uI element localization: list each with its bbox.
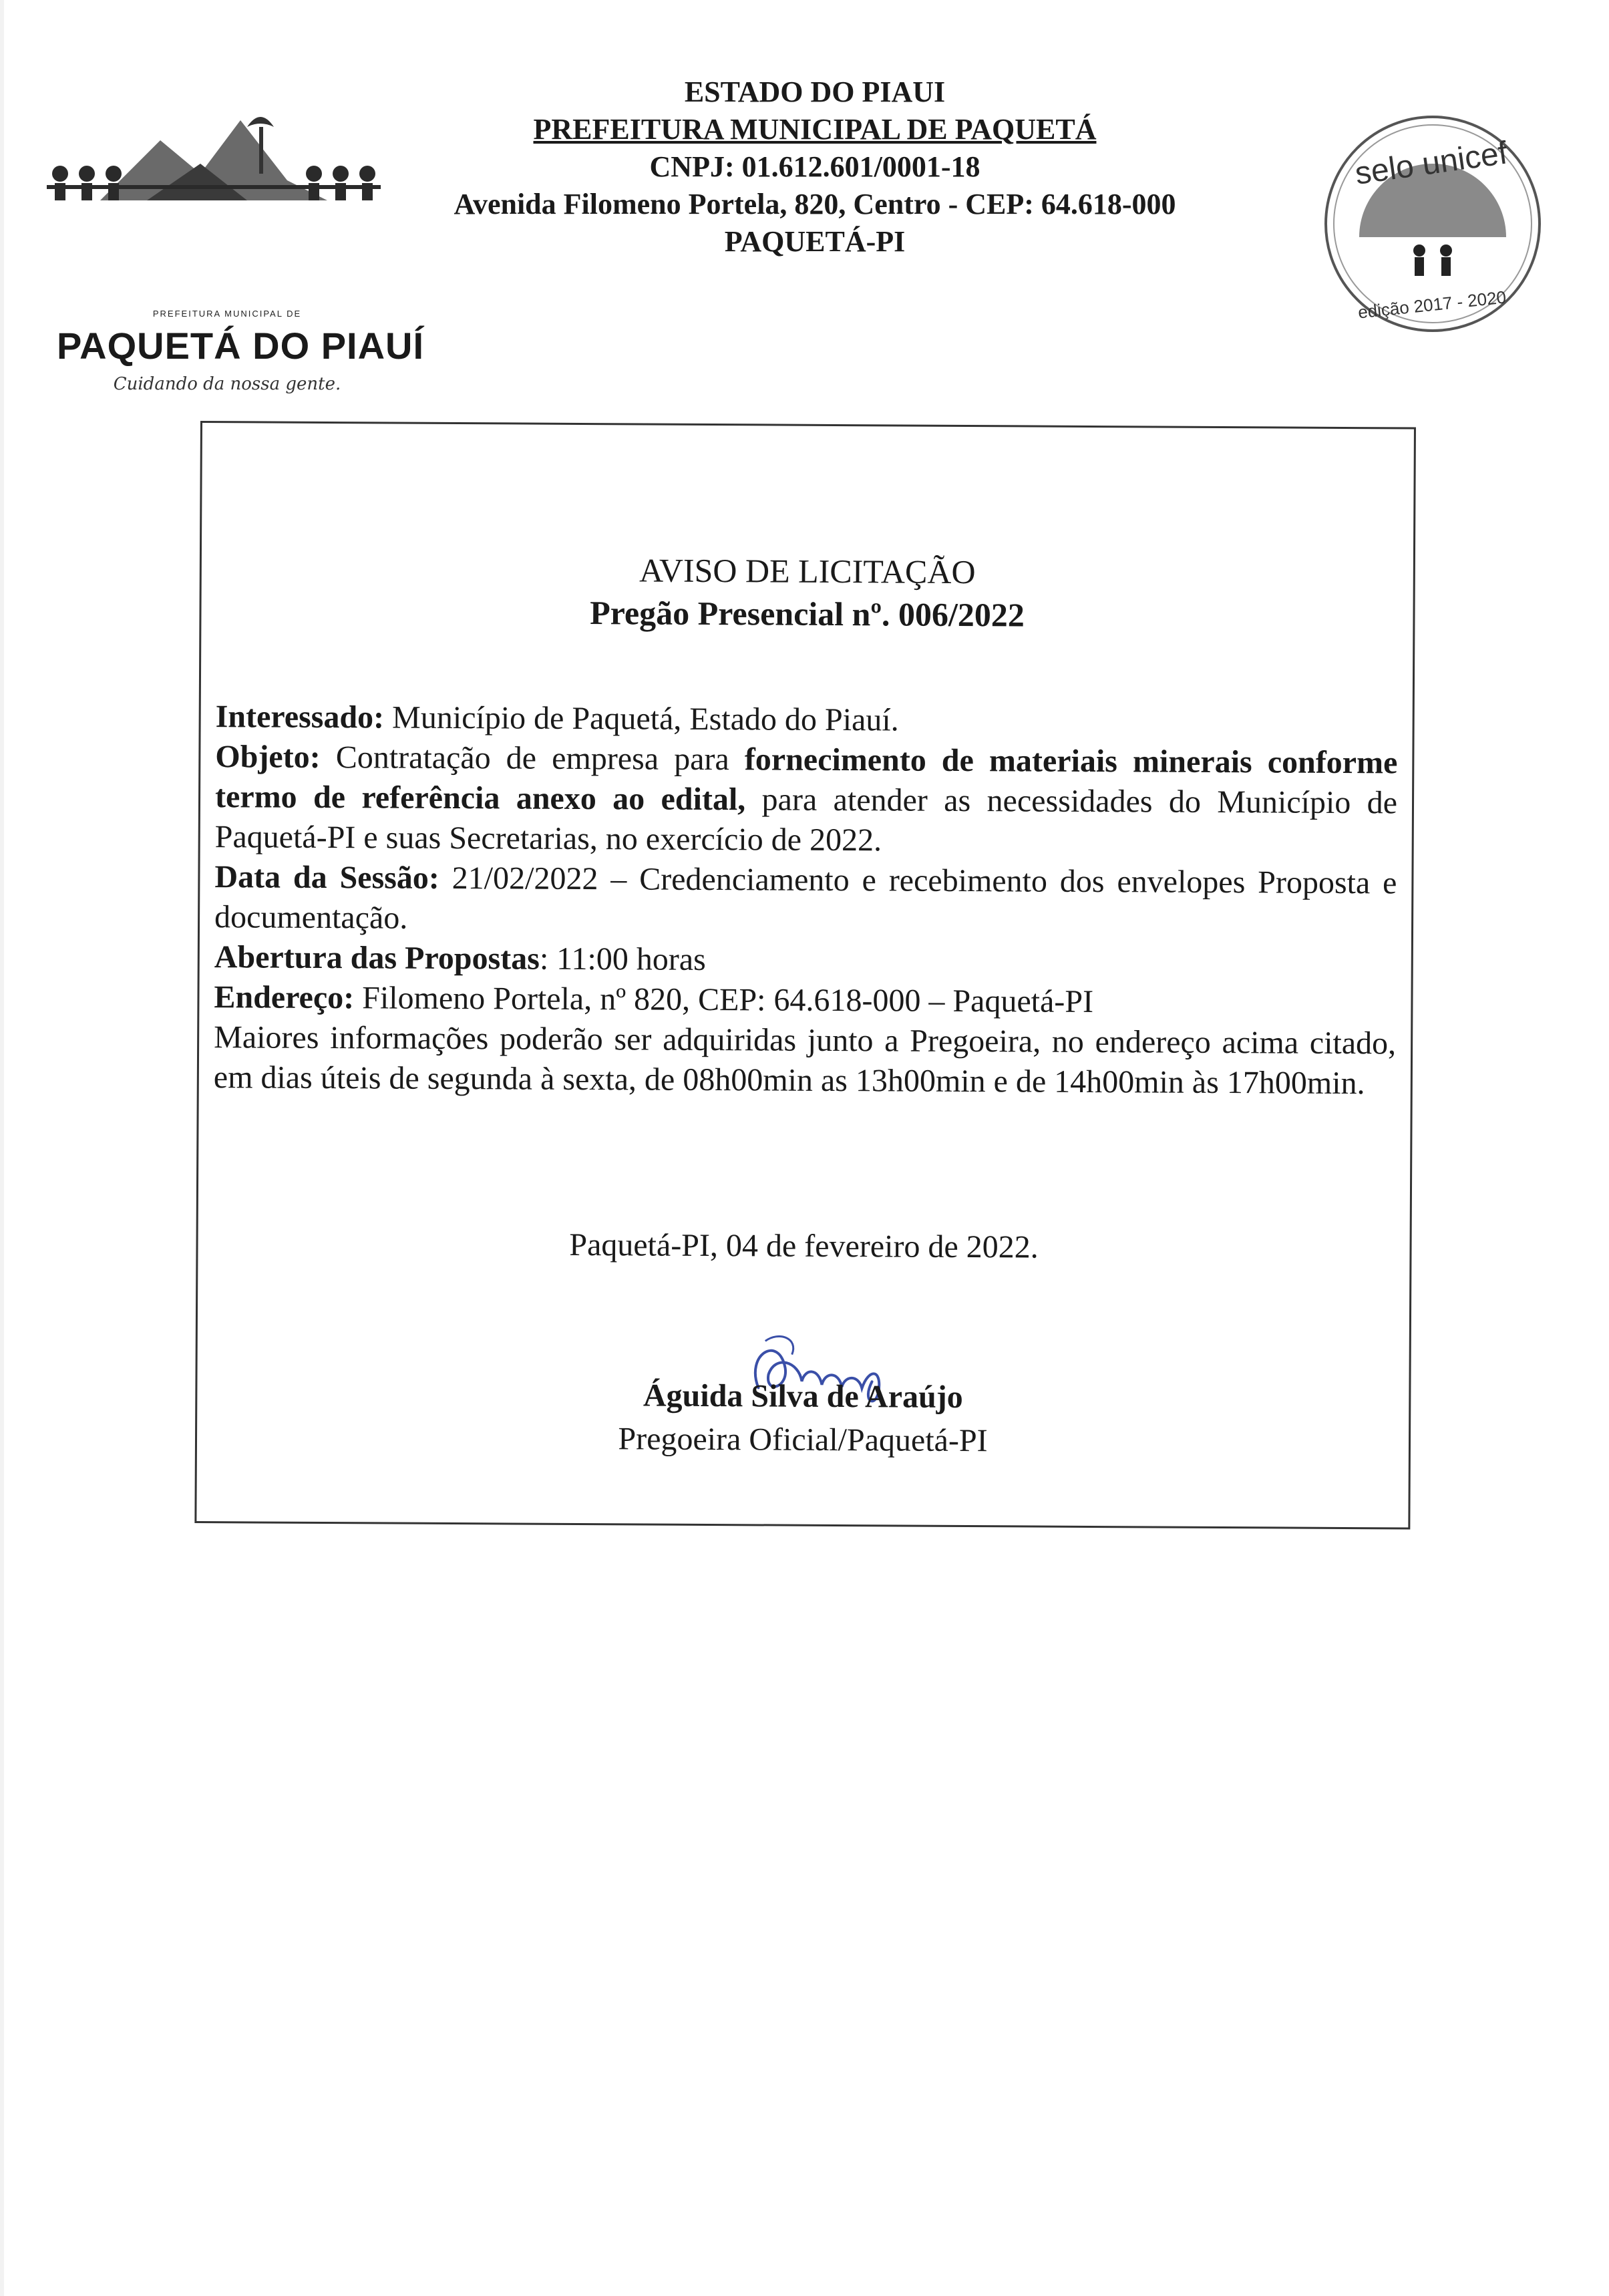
svg-text:selo unicef: selo unicef [1353, 135, 1510, 192]
endereco-line [214, 977, 1396, 1023]
info-paragraph: Maiores informações poderão ser adquiridas junto a Pregoeira, no endereço acima citado, em dias úteis de segunda à sexta, de 08h00min as 13h00min e de 14h00min às 17h00min. [213, 1019, 1397, 1102]
municipality-logo [47, 100, 425, 394]
data-sessao-value: 21/02/2022 – Credenciamento e recebimento dos envelopes Proposta e documentação. [214, 860, 1397, 936]
notice-content [214, 697, 1398, 1104]
header-cnpj: CNPJ: 01.612.601/0001-18 [649, 150, 980, 183]
objeto-text-2: para atender as necessidades do Município de Paquetá-PI e suas Secretarias, no exercício de 2022. [214, 782, 1398, 858]
objeto-bold-text: fornecimento de materiais minerais conforme termo de referência anexo ao edital, [214, 742, 1398, 818]
header-prefeitura: PREFEITURA MUNICIPAL DE PAQUETÁ [533, 113, 1097, 146]
data-sessao-paragraph [214, 857, 1397, 943]
signer-role: Pregoeira Oficial/Paquetá-PI [618, 1421, 988, 1459]
scan-edge [0, 0, 4, 2296]
objeto-label: Objeto: [215, 739, 321, 775]
logo-small-text: PREFEITURA MUNICIPAL DE [152, 309, 302, 319]
endereco-label: Endereço: [214, 979, 355, 1016]
unicef-seal-icon [1316, 110, 1550, 337]
logo-mountains-people-icon [47, 100, 381, 214]
interessado-value: Município de Paquetá, Estado do Piauí. [383, 699, 899, 738]
logo-slogan: Cuidando da nossa gente. [113, 374, 341, 394]
interessado-label: Interessado: [215, 699, 385, 735]
header-state: ESTADO DO PIAUI [684, 75, 946, 108]
data-sessao-label: Data da Sessão: [214, 859, 440, 896]
abertura-label: Abertura das Propostas [214, 939, 540, 977]
header-city: PAQUETÁ-PI [724, 225, 906, 258]
place-date: Paquetá-PI, 04 de fevereiro de 2022. [569, 1226, 1039, 1265]
abertura-value: : 11:00 horas [539, 941, 706, 977]
svg-text:edição 2017 - 2020: edição 2017 - 2020 [1357, 287, 1507, 323]
notice-title-block [201, 546, 1413, 638]
logo-big-text: PAQUETÁ DO PIAUÍ [56, 325, 425, 367]
notice-box [194, 421, 1416, 1530]
notice-subtitle: Pregão Presencial nº. 006/2022 [590, 594, 1025, 634]
objeto-paragraph [215, 737, 1398, 863]
signer-name: Águida Silva de Araújo [643, 1377, 963, 1415]
objeto-text-1: Contratação de empresa para [320, 739, 745, 778]
document-header [401, 73, 1229, 261]
notice-title: AVISO DE LICITAÇÃO [639, 551, 976, 591]
endereco-value: Filomeno Portela, nº 820, CEP: 64.618-000 – Paquetá-PI [354, 980, 1094, 1020]
header-address: Avenida Filomeno Portela, 820, Centro - CEP: 64.618-000 [454, 188, 1176, 220]
abertura-line [214, 937, 1397, 983]
interessado-line [216, 697, 1398, 743]
